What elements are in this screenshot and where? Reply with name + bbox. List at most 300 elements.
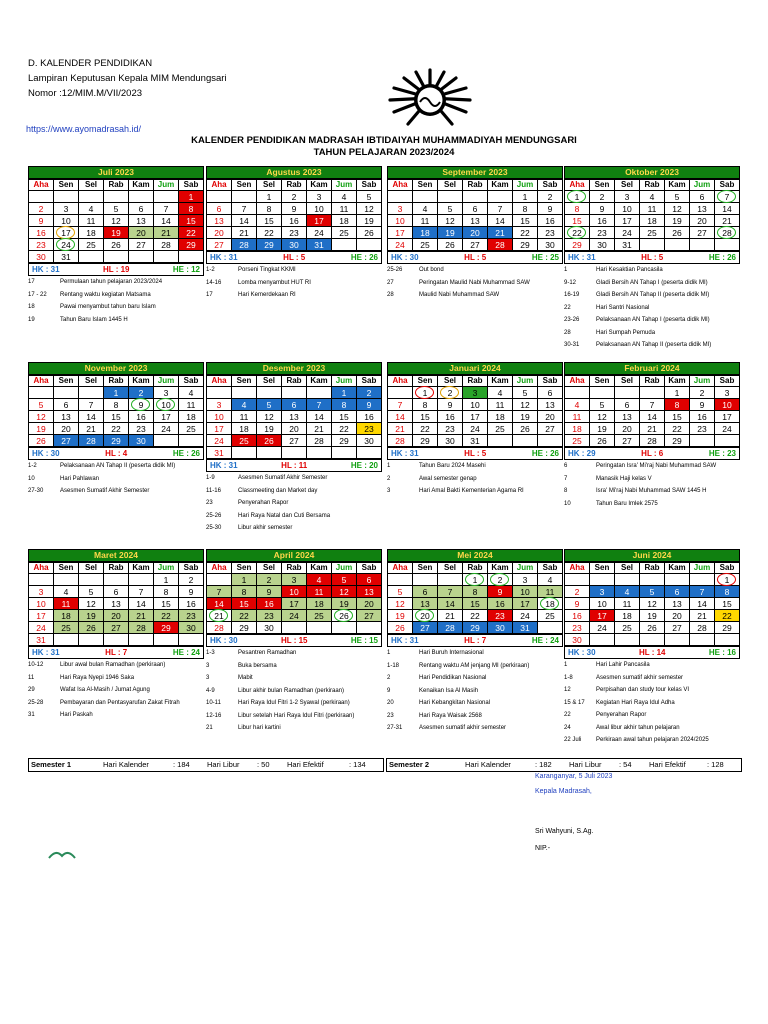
event-date: 10-12 [28,662,44,668]
month-title: Maret 2024 [28,549,204,562]
date-cell [207,191,232,203]
date-cell: 19 [357,215,382,227]
semester2-efektif-value: : 128 [707,760,724,769]
date-cell: 4 [179,387,204,399]
day-header: Jum [513,563,538,574]
week-row [388,598,563,610]
event-item [564,473,740,486]
date-cell: 23 [282,227,307,239]
event-desc: Hari Kesaktian Pancasila [596,267,663,273]
date-cell: 25 [538,610,563,622]
date-cell: 21 [79,423,104,435]
day-header: Aha [388,563,413,574]
event-date: 25-30 [206,525,222,531]
date-cell: 2 [29,203,54,215]
day-header: Kam [307,180,332,191]
week-row [29,435,204,447]
date-cell: 4 [488,387,513,399]
date-cell: 4 [332,191,357,203]
date-cell [538,622,563,634]
event-item [206,264,382,277]
week-row [565,227,740,239]
month-5 [206,362,382,535]
date-cell: 11 [565,411,590,423]
date-cell: 19 [590,423,615,435]
event-desc: Penyerahan Rapor [238,500,289,506]
date-cell: 2 [129,387,154,399]
week-row [29,634,204,646]
date-cell: 10 [590,598,615,610]
date-cell: 27 [54,435,79,447]
date-cell [665,239,690,251]
event-date: 25-26 [387,267,403,273]
date-cell: 18 [488,411,513,423]
date-cell: 3 [513,574,538,586]
date-cell: 9 [179,586,204,598]
event-item [564,339,740,352]
date-cell: 1 [232,574,257,586]
date-cell [282,447,307,459]
date-cell: 5 [79,586,104,598]
date-cell: 27 [104,622,129,634]
month-11 [564,549,740,747]
date-cell [232,191,257,203]
month-totals [28,646,204,659]
date-cell: 11 [54,598,79,610]
date-cell: 1 [104,387,129,399]
day-header: Jum [332,376,357,387]
date-cell [665,634,690,646]
date-cell [154,435,179,447]
event-date: 1 [564,662,568,668]
date-cell [129,574,154,586]
date-cell: 2 [590,191,615,203]
event-desc: Maulid Nabi Muhammad SAW [419,292,500,298]
doc-number: Nomor :12/MIM.M/VII/2023 [28,88,143,99]
month-title: Februari 2024 [564,362,740,375]
month-title: Januari 2024 [387,362,563,375]
date-cell: 10 [513,586,538,598]
date-cell: 30 [438,435,463,447]
event-date: 1-2 [28,463,37,469]
day-header: Sab [357,376,382,387]
date-cell: 7 [207,586,232,598]
event-desc: Out bond [419,267,444,273]
date-cell [413,574,438,586]
date-cell: 17 [615,215,640,227]
semester1-libur-label: Hari Libur [207,760,240,769]
date-cell: 6 [282,399,307,411]
date-cell: 1 [565,191,590,203]
date-cell: 29 [413,435,438,447]
week-row [565,387,740,399]
date-cell [690,435,715,447]
event-item [206,472,382,485]
week-row [565,586,740,598]
event-date: 4-9 [206,687,215,694]
date-cell: 25 [413,239,438,251]
date-cell: 15 [179,215,204,227]
date-cell: 26 [257,435,282,447]
date-cell: 3 [29,586,54,598]
date-cell: 10 [307,203,332,215]
week-row [207,435,382,447]
event-desc: Perpisahan dan study tour kelas VI [596,687,690,693]
date-cell [79,634,104,646]
date-cell: 18 [179,411,204,423]
date-cell: 30 [538,239,563,251]
event-date: 9-12 [564,279,577,286]
date-cell: 6 [665,586,690,598]
date-cell: 8 [463,586,488,598]
date-cell: 4 [615,586,640,598]
date-cell [357,622,382,634]
date-cell: 1 [154,574,179,586]
event-item [206,685,382,698]
event-item [28,314,204,327]
week-row [207,227,382,239]
date-cell [104,634,129,646]
event-item [564,327,740,340]
event-desc: Hari Sumpah Pemuda [596,329,656,336]
event-item [564,672,740,685]
date-cell: 22 [463,610,488,622]
date-cell: 3 [154,387,179,399]
day-header: Sab [715,376,740,387]
semester1-kalender-label: Hari Kalender [103,760,149,769]
date-cell [715,239,740,251]
date-cell: 10 [29,598,54,610]
semester1-efektif-value: : 134 [349,760,366,769]
event-date: 17 - 22 [28,291,47,298]
day-header: Aha [388,180,413,191]
week-row [207,399,382,411]
event-desc: Kegiatan Hari Raya Idul Adha [596,699,675,706]
date-cell: 27 [463,239,488,251]
week-row [207,574,382,586]
event-item [387,647,563,660]
hari-libur: HL : 11 [281,461,308,470]
event-desc: Gladi Bersih AN Tahap I (peserta didik MI) [596,279,708,286]
date-cell: 16 [29,227,54,239]
date-cell: 23 [488,610,513,622]
date-cell: 9 [438,399,463,411]
event-desc: Libur setelah Hari Raya Idul Fitri (perkiraan) [238,712,355,719]
event-item [387,277,563,290]
date-cell: 15 [565,215,590,227]
week-row [565,239,740,251]
date-cell [438,191,463,203]
date-cell: 13 [615,411,640,423]
event-item [28,659,204,672]
month-title: Oktober 2023 [564,166,740,179]
day-header: Sen [54,563,79,574]
event-item [28,672,204,685]
date-cell: 22 [257,227,282,239]
date-cell [357,447,382,459]
event-date: 8 [564,488,568,494]
date-cell: 12 [590,411,615,423]
week-row [388,191,563,203]
date-cell: 9 [590,203,615,215]
date-cell: 30 [257,622,282,634]
week-row [388,574,563,586]
date-cell: 2 [438,387,463,399]
date-cell: 30 [129,435,154,447]
event-desc: Lomba menyambut HUT RI [238,279,311,286]
event-date: 31 [28,712,35,718]
date-cell: 17 [307,215,332,227]
date-cell: 16 [565,610,590,622]
week-row [388,610,563,622]
date-cell: 14 [488,215,513,227]
semester2-label: Semester 2 [389,760,430,769]
date-cell: 24 [54,239,79,251]
month-events [28,276,204,326]
event-date: 12 [564,687,571,693]
event-desc: Perkiraan awal tahun pelajaran 2024/2025 [596,737,709,743]
event-item [206,722,382,735]
date-cell: 15 [104,411,129,423]
month-4 [28,362,204,498]
hari-kalender: HK : 31 [568,253,596,262]
date-cell: 6 [463,203,488,215]
day-header: Sen [590,180,615,191]
date-cell [690,634,715,646]
week-row [388,411,563,423]
date-cell [179,634,204,646]
date-cell: 23 [538,227,563,239]
date-cell [54,574,79,586]
week-row [565,399,740,411]
date-cell: 20 [129,227,154,239]
event-item [206,497,382,510]
month-title: Juni 2024 [564,549,740,562]
date-cell [207,574,232,586]
date-cell: 6 [690,191,715,203]
event-item [387,685,563,698]
date-cell [715,435,740,447]
week-row [565,203,740,215]
date-cell: 27 [207,239,232,251]
month-events [206,472,382,535]
month-totals [206,251,382,264]
event-desc: Hari Amal Bakti Kementerian Agama RI [419,488,524,494]
month-events [564,460,740,510]
date-cell: 4 [232,399,257,411]
hari-kalender: HK : 31 [210,461,238,470]
date-cell: 12 [665,203,690,215]
date-cell: 5 [513,387,538,399]
day-header: Sen [54,180,79,191]
date-cell: 24 [513,610,538,622]
date-cell: 20 [615,423,640,435]
date-cell: 21 [388,423,413,435]
date-cell [615,574,640,586]
month-title: Agustus 2023 [206,166,382,179]
event-desc: Hari Raya Nyepi 1946 Saka [60,674,135,681]
date-cell: 26 [332,610,357,622]
hari-efektif: HE : 12 [172,265,200,274]
date-cell [513,435,538,447]
date-cell: 25 [640,227,665,239]
date-cell: 25 [307,610,332,622]
date-cell: 23 [690,423,715,435]
month-events [28,659,204,722]
date-cell: 11 [488,399,513,411]
date-cell: 28 [438,622,463,634]
signature-nip: NIP.- [535,845,551,852]
month-10 [387,549,563,735]
month-1 [206,166,382,302]
hari-kalender: HK : 31 [32,648,60,657]
date-cell: 20 [357,598,382,610]
date-cell: 19 [29,423,54,435]
date-cell: 21 [129,610,154,622]
event-date: 16-19 [564,292,580,298]
week-row [565,411,740,423]
date-cell: 8 [665,399,690,411]
week-row [565,610,740,622]
week-row [29,239,204,251]
date-cell: 7 [307,399,332,411]
date-cell: 23 [357,423,382,435]
date-cell: 30 [488,622,513,634]
date-cell: 30 [565,634,590,646]
date-cell [388,387,413,399]
month-grid [387,562,563,634]
date-cell: 27 [690,227,715,239]
week-row [29,215,204,227]
date-cell: 20 [104,610,129,622]
month-events [206,647,382,735]
event-item [387,473,563,486]
week-row [388,239,563,251]
date-cell: 27 [413,622,438,634]
event-item [28,301,204,314]
month-totals [564,447,740,460]
event-date: 1-9 [206,475,215,481]
event-desc: Kenaikan Isa Al Masih [419,687,479,694]
date-cell: 2 [179,574,204,586]
event-date: 1-18 [387,662,400,669]
date-cell: 25 [232,435,257,447]
date-cell: 9 [29,215,54,227]
date-cell: 24 [388,239,413,251]
semester2-kalender-label: Hari Kalender [465,760,511,769]
hari-kalender: HK : 31 [391,636,419,645]
date-cell: 14 [307,411,332,423]
date-cell: 21 [207,610,232,622]
date-cell: 18 [54,610,79,622]
date-cell: 15 [463,598,488,610]
date-cell: 8 [154,586,179,598]
calendar-title: KALENDER PENDIDIKAN MADRASAH IBTIDAIYAH MUHAMMADIYAH MENDUNGSARI [191,135,577,146]
day-header: Sel [257,180,282,191]
day-header: Sen [413,563,438,574]
date-cell: 17 [463,411,488,423]
event-item [387,722,563,735]
event-item [28,473,204,486]
event-item [564,302,740,315]
event-item [564,659,740,672]
day-header: Sab [715,180,740,191]
hari-kalender: HK : 29 [568,449,596,458]
date-cell: 13 [357,586,382,598]
date-cell: 21 [715,215,740,227]
event-date: 2 [387,675,391,681]
week-row [207,622,382,634]
week-row [565,598,740,610]
event-date: 20 [387,700,394,706]
source-link[interactable]: https://www.ayomadrasah.id/ [26,124,142,134]
date-cell: 23 [179,610,204,622]
event-date: 27-30 [28,488,44,494]
date-cell: 26 [513,423,538,435]
date-cell: 7 [232,203,257,215]
date-cell: 22 [565,227,590,239]
date-cell: 20 [463,227,488,239]
event-date: 25-26 [206,512,222,519]
date-cell: 27 [129,239,154,251]
date-cell [332,447,357,459]
hari-efektif: HE : 26 [350,253,378,262]
date-cell: 23 [565,622,590,634]
date-cell: 31 [207,447,232,459]
date-cell: 17 [513,598,538,610]
date-cell: 22 [104,423,129,435]
event-desc: Rentang waktu kegiatan Matsama [60,291,151,298]
date-cell: 13 [413,598,438,610]
date-cell: 25 [54,622,79,634]
date-cell: 29 [104,435,129,447]
date-cell: 16 [488,598,513,610]
week-row [207,387,382,399]
date-cell: 28 [232,239,257,251]
date-cell: 16 [690,411,715,423]
week-row [207,191,382,203]
date-cell: 31 [307,239,332,251]
event-item [28,460,204,473]
date-cell: 11 [332,203,357,215]
date-cell: 6 [357,574,382,586]
event-item [28,709,204,722]
date-cell: 14 [438,598,463,610]
event-item [564,498,740,511]
date-cell: 5 [388,586,413,598]
date-cell [615,634,640,646]
event-date: 25-28 [28,699,44,706]
day-header: Sab [357,180,382,191]
semester2-summary [386,758,742,772]
date-cell: 12 [257,411,282,423]
month-title: September 2023 [387,166,563,179]
day-header: Sab [179,180,204,191]
month-2 [387,166,563,302]
month-totals [28,263,204,276]
event-item [564,460,740,473]
date-cell: 2 [282,191,307,203]
hari-efektif: HE : 23 [708,449,736,458]
date-cell: 10 [388,215,413,227]
date-cell: 22 [179,227,204,239]
day-header: Rab [282,180,307,191]
date-cell: 27 [282,435,307,447]
date-cell: 5 [357,191,382,203]
month-grid [28,179,204,263]
date-cell: 15 [513,215,538,227]
month-grid [564,179,740,251]
